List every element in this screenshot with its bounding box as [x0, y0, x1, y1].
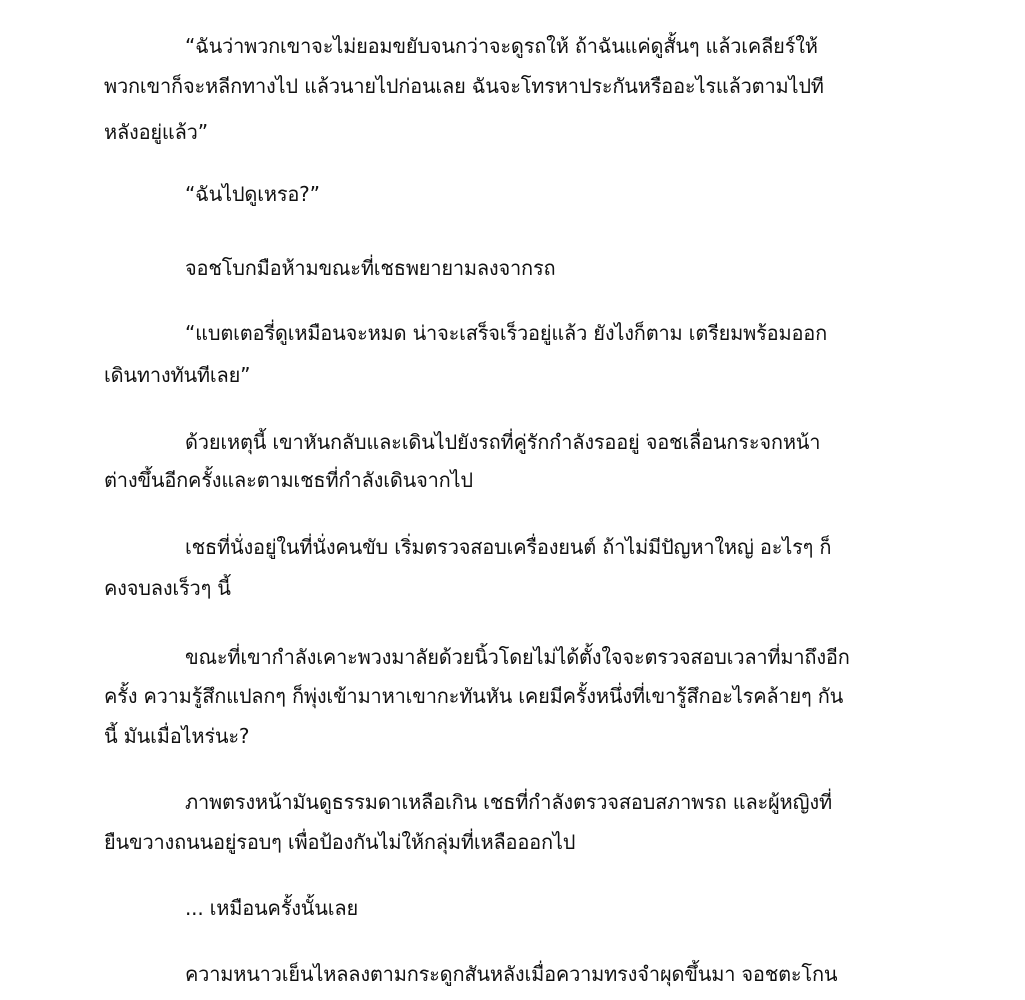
- text-line: ความหนาวเย็นไหลลงตามกระดูกสันหลังเมื่อความทรงจำผุดขึ้นมา จอชตะโกน: [185, 962, 838, 986]
- text-line: พวกเขาก็จะหลีกทางไป แล้วนายไปก่อนเลย ฉันจะโทรหาประกันหรืออะไรแล้วตามไปที: [104, 74, 824, 98]
- text-line: “แบตเตอรี่ดูเหมือนจะหมด น่าจะเสร็จเร็วอยู่แล้ว ยังไงก็ตาม เตรียมพร้อมออก: [185, 321, 828, 345]
- text-line: ขณะที่เขากำลังเคาะพวงมาลัยด้วยนิ้วโดยไม่ได้ตั้งใจจะตรวจสอบเวลาที่มาถึงอีก: [185, 645, 850, 669]
- text-line: คงจบลงเร็วๆ นี้: [104, 576, 231, 600]
- text-line: นี้ มันเมื่อไหร่นะ?: [104, 724, 250, 748]
- text-line: เชธที่นั่งอยู่ในที่นั่งคนขับ เริ่มตรวจสอบเครื่องยนต์ ถ้าไม่มีปัญหาใหญ่ อะไรๆ ก็: [185, 535, 832, 559]
- text-line: จอชโบกมือห้ามขณะที่เชธพยายามลงจากรถ: [185, 256, 556, 280]
- text-line: “ฉันไปดูเหรอ?”: [185, 182, 320, 206]
- text-line: ต่างขึ้นอีกครั้งและตามเชธที่กำลังเดินจากไป: [104, 468, 473, 492]
- text-line: ครั้ง ความรู้สึกแปลกๆ ก็พุ่งเข้ามาหาเขากะทันหัน เคยมีครั้งหนึ่งที่เขารู้สึกอะไรคล้ายๆ กัน: [104, 684, 844, 708]
- text-line: ภาพตรงหน้ามันดูธรรมดาเหลือเกิน เชธที่กำลังตรวจสอบสภาพรถ และผู้หญิงที่: [185, 790, 832, 814]
- text-line: ยืนขวางถนนอยู่รอบๆ เพื่อป้องกันไม่ให้กลุ่มที่เหลือออกไป: [104, 830, 576, 854]
- text-line: ... เหมือนครั้งนั้นเลย: [185, 896, 358, 920]
- text-line: เดินทางทันทีเลย”: [104, 363, 251, 387]
- text-line: ด้วยเหตุนี้ เขาหันกลับและเดินไปยังรถที่คู่รักกำลังรออยู่ จอชเลื่อนกระจกหน้า: [185, 430, 821, 454]
- text-line: หลังอยู่แล้ว”: [104, 120, 208, 144]
- text-line: “ฉันว่าพวกเขาจะไม่ยอมขยับจนกว่าจะดูรถให้ ถ้าฉันแค่ดูสั้นๆ แล้วเคลียร์ให้: [185, 34, 818, 58]
